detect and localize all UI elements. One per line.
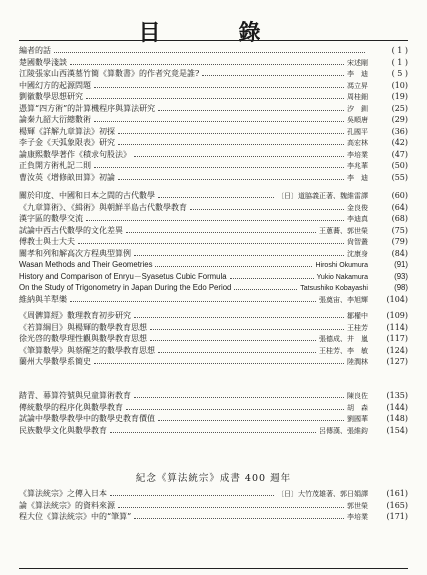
entry-page: (127) [386, 357, 408, 366]
toc-entry[interactable] [19, 57, 408, 69]
entry-page: (144) [386, 402, 408, 412]
toc-entry[interactable] [19, 390, 408, 402]
entry-title: 論《算法統宗》的資料來源 [19, 500, 115, 510]
entry-page: (161) [386, 489, 408, 498]
section-heading: 紀念《算法統宗》成書 400 週年 [135, 473, 292, 484]
dot-leader [86, 214, 344, 221]
top-rule [19, 40, 408, 41]
entry-author: 沈康身 [347, 249, 368, 258]
dot-leader [78, 237, 344, 244]
toc-entry[interactable] [19, 310, 408, 322]
dot-leader [94, 81, 344, 88]
dot-leader [134, 512, 344, 519]
toc-entry[interactable] [19, 202, 408, 214]
entry-title: 漢字區的數學交流 [19, 214, 83, 223]
entry-title: 李子金《天弧象限表》研究 [19, 138, 115, 147]
entry-author: 王桂芳、李 敏 [319, 346, 368, 355]
entry-title: 傅教士與士大夫 [19, 237, 75, 246]
toc-entry[interactable] [19, 356, 408, 368]
toc-entry[interactable] [19, 126, 408, 138]
entry-author: Yukio Nakamura [316, 273, 368, 281]
entry-title: 楊輝《詳解九章算法》初探 [19, 126, 115, 136]
entry-author: 李培業 [347, 513, 368, 521]
entry-author: 周桂鈿 [347, 93, 368, 101]
toc-entry[interactable] [19, 345, 408, 357]
toc-entry[interactable] [19, 271, 408, 283]
dot-leader [110, 489, 274, 496]
entry-author: 吳順唐 [347, 116, 368, 124]
entry-author: 李 迪 [347, 70, 368, 78]
entry-author: Tatsushiko Kobayashi [300, 285, 368, 292]
dot-leader [134, 249, 344, 256]
dot-leader [118, 138, 344, 145]
entry-author: 陸潤林 [347, 358, 368, 366]
entry-title: 論秦九韶大衍總數術 [19, 115, 91, 124]
entry-page: (60) [391, 191, 408, 200]
toc-entry[interactable] [19, 213, 408, 225]
entry-page: (165) [386, 500, 408, 510]
entry-page: (19) [391, 92, 408, 101]
entry-title: 曹汝英《增修畝田算》初論 [19, 172, 115, 182]
dot-leader [118, 173, 344, 180]
dot-leader [134, 391, 344, 398]
dot-leader [54, 46, 365, 53]
entry-page: (25) [391, 103, 408, 113]
toc-entry[interactable] [19, 114, 408, 126]
entry-page: (135) [386, 391, 408, 400]
toc-entry[interactable] [19, 225, 408, 237]
toc-entry[interactable] [19, 45, 408, 57]
toc-entry[interactable] [19, 294, 408, 306]
entry-title: 關於印度、中國和日本之間的古代數學 [19, 191, 155, 200]
entry-author: 陳良佐 [347, 392, 368, 400]
entry-title: 編者的話 [19, 46, 51, 55]
entry-author: 〔日〕道脇義正著、魏維雷譯 [277, 192, 368, 200]
toc-entry[interactable] [19, 172, 408, 184]
entry-title: 維納與羊犁樂 [19, 294, 67, 304]
entry-author: 高宏林 [347, 139, 368, 147]
entry-author: 金良俊 [347, 203, 368, 212]
toc-entry[interactable] [19, 248, 408, 260]
toc-entry[interactable] [19, 137, 408, 149]
dot-leader [158, 414, 344, 421]
toc-entry[interactable] [19, 259, 408, 271]
toc-entry[interactable] [19, 282, 408, 294]
entry-page: (42) [391, 138, 408, 147]
dot-leader [110, 426, 316, 433]
dot-leader [155, 260, 312, 267]
dot-leader [150, 323, 344, 330]
entry-author: 郭世榮 [347, 501, 368, 510]
entry-page: (29) [391, 115, 408, 124]
entry-author: 胡 森 [347, 403, 368, 412]
entry-title: 憑算“四方術”的計算機程序與算法研究 [19, 103, 156, 113]
entry-page: ( 1 ) [391, 46, 408, 55]
toc-entry[interactable] [19, 80, 408, 92]
dot-leader [230, 272, 314, 279]
entry-author: 孔國平 [347, 127, 368, 136]
entry-author: 汐 釧 [347, 104, 368, 113]
entry-author: 李迪真 [347, 215, 368, 223]
toc-entry[interactable] [19, 103, 408, 115]
entry-title: 《周髀算經》數理教育初步研究 [19, 311, 131, 320]
entry-title: 試論中學數學教學中的數學史教育價值 [19, 414, 155, 423]
entry-page: (79) [391, 237, 408, 246]
entry-author: 王蔥蕎、郭世榮 [319, 226, 368, 235]
entry-author: 〔日〕大竹茂雄著、郭日娟譯 [277, 490, 368, 498]
entry-page: (93) [394, 271, 408, 281]
entry-title: 踏青、幕算符號與兒童算術教育 [19, 391, 131, 400]
entry-title: 《若算綱目》與楊輝的數學教育思想 [19, 322, 147, 332]
dot-leader [126, 403, 344, 410]
entry-page: (47) [391, 149, 408, 159]
entry-title: 劉徽數學思想研究 [19, 92, 83, 101]
entry-title: 傳統數學的程序化與數學教育 [19, 402, 123, 412]
entry-title: 徐光啓的數學理性觀與數學教育思想 [19, 334, 147, 343]
dot-leader [86, 92, 344, 99]
entry-page: (154) [386, 425, 408, 435]
dot-leader [94, 357, 344, 364]
toc-entry[interactable] [19, 511, 408, 523]
entry-page: (36) [391, 126, 408, 136]
entry-author: 李 迪 [347, 173, 368, 182]
entry-author: 呂傳漢、張維鈞 [319, 426, 368, 435]
entry-title: 楚國數學淺談 [19, 57, 67, 67]
toc-entry[interactable] [19, 149, 408, 161]
entry-page: (10) [391, 80, 408, 90]
entry-title: 蘭州大學數學系簡史 [19, 357, 91, 366]
entry-title: On the Study of Trigonometry in Japan During the Edo Period [19, 283, 232, 292]
entry-page: ( 5 ) [391, 69, 408, 78]
entry-title: 民族數學文化與數學教育 [19, 425, 107, 435]
entry-title: Wasan Methods and Their Geometries [19, 260, 153, 269]
dot-leader [158, 191, 274, 198]
entry-page: (55) [391, 172, 408, 182]
toc-entry[interactable] [19, 160, 408, 172]
toc-entry[interactable] [19, 236, 408, 248]
dot-leader [70, 295, 316, 302]
entry-page: (117) [386, 334, 408, 343]
entry-page: (50) [391, 161, 408, 170]
entry-page: (75) [391, 225, 408, 235]
dot-leader [234, 283, 297, 290]
page-title: 目 錄 [138, 20, 289, 46]
entry-title: 江陵張家山西漢墓竹簡《算數書》的作者究竟是誰? [19, 69, 200, 78]
dot-leader [118, 501, 344, 508]
dot-leader [158, 346, 316, 353]
dot-leader [158, 104, 344, 111]
entry-title: 正負開方術札記二則 [19, 161, 91, 170]
entry-page: (64) [391, 202, 408, 212]
entry-page: (171) [386, 512, 408, 521]
entry-author: 王桂芳 [347, 323, 368, 332]
dot-leader [126, 226, 316, 233]
toc-entry[interactable] [19, 333, 408, 345]
entry-page: (68) [391, 214, 408, 223]
toc-entry[interactable] [19, 413, 408, 425]
bottom-rule [19, 568, 408, 569]
toc-entry[interactable] [19, 488, 408, 500]
dot-leader [190, 203, 344, 210]
toc-entry[interactable] [19, 190, 408, 202]
entry-title: 關孝和列和解高次方程典型算例 [19, 248, 131, 258]
entry-author: 張奠宙、李旭輝 [319, 295, 368, 304]
entry-page: ( 1 ) [391, 57, 408, 67]
entry-title: 《算法統宗》之傳入日本 [19, 489, 107, 498]
dot-leader [150, 334, 316, 341]
entry-page: (124) [386, 345, 408, 355]
entry-author: 馮立昇 [347, 81, 368, 90]
toc-entry[interactable] [19, 425, 408, 437]
entry-author: 尙智叢 [347, 238, 368, 246]
toc-entry[interactable] [19, 402, 408, 414]
entry-page: (104) [386, 294, 408, 304]
toc-entry[interactable] [19, 322, 408, 334]
entry-page: (148) [386, 414, 408, 423]
entry-title: History and Comparison of Enryu－Syasetus Cubic Formula [19, 271, 227, 281]
dot-leader [70, 58, 344, 65]
entry-title: 《筆算數學》與蔡醒芝的數學教育思想 [19, 345, 155, 355]
entry-author: 鄒權中 [347, 312, 368, 320]
dot-leader [134, 150, 344, 157]
entry-author: 張德成、井 嵐 [319, 335, 368, 343]
entry-author: 宋述剛 [347, 58, 368, 67]
entry-page: (91) [394, 260, 408, 269]
entry-page: (109) [386, 311, 408, 320]
entry-title: 中國幻方的起源問題 [19, 80, 91, 90]
entry-title: 試論中西古代數學的文化差異 [19, 225, 123, 235]
entry-author: 李培業 [347, 150, 368, 159]
dot-leader [134, 311, 344, 318]
entry-page: (84) [391, 248, 408, 258]
toc-entry[interactable] [19, 68, 408, 80]
toc-entry[interactable] [19, 500, 408, 512]
entry-author: 劉國華 [347, 415, 368, 423]
entry-author: Hiroshi Okumura [315, 262, 368, 269]
entry-page: (114) [386, 322, 408, 332]
entry-title: 程大位《算法統宗》中的“筆算” [19, 512, 132, 521]
dot-leader [202, 69, 344, 76]
dot-leader [118, 127, 344, 134]
dot-leader [94, 161, 344, 168]
entry-author: 李兆華 [347, 162, 368, 170]
toc-entry[interactable] [19, 91, 408, 103]
dot-leader [94, 115, 344, 122]
entry-title: 《九章算術》、《緝術》與朝鮮半島古代數學教育 [19, 202, 187, 212]
entry-page: (98) [394, 283, 408, 292]
entry-title: 論康熙數學著作《積求句股法》 [19, 149, 131, 159]
